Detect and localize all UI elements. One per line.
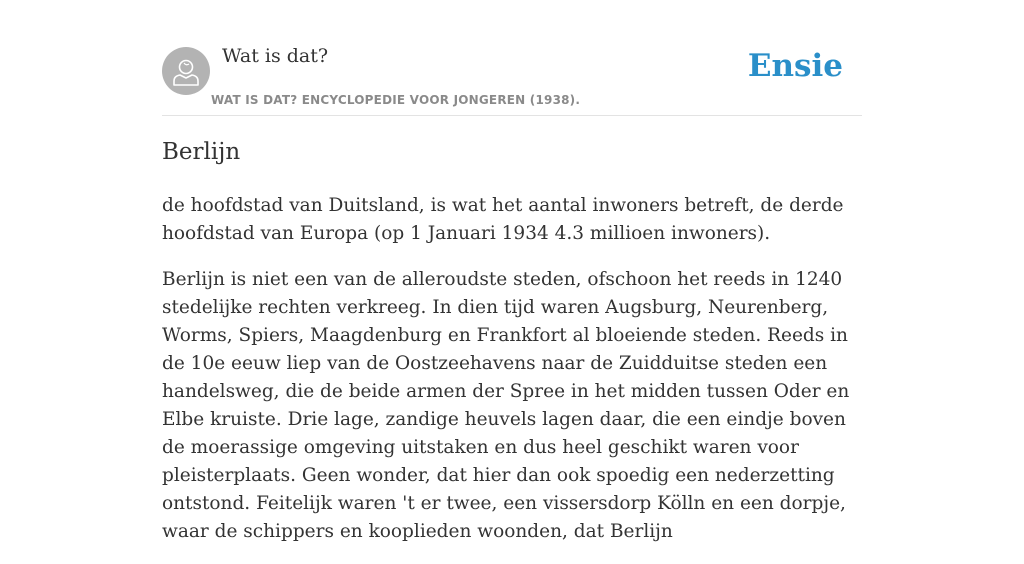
source-header bbox=[162, 0, 862, 116]
article-title: Berlijn bbox=[162, 139, 241, 165]
user-icon bbox=[162, 47, 210, 95]
article-container bbox=[162, 0, 862, 542]
article-paragraph: Berlijn is niet een van de alleroudste steden, ofschoon het reeds in 1240 stedelijke rechten verkreeg. In dien tijd waren Augsburg, Neurenberg, Worms, Spiers, Maagdenburg en Frankfort al bloeiende steden. Reeds in de 10e eeuw liep van de Oostzeehavens naar de Zuidduitse steden een handelsweg, die de beide armen der Spree in het midden tussen Oder en Elbe kruiste. Drie lage, zandige heuvels lagen daar, die een eindje boven de moerassige omgeving uitstaken en dus heel geschikt waren voor pleisterplaats. Geen wonder, dat hier dan ook spoedig een nederzetting ontstond. Feitelijk waren 't er twee, een vissersdorp Kölln en een dorpje, waar de schippers en kooplieden woonden, dat Berlijn bbox=[162, 269, 850, 542]
brand-logo[interactable]: Ensie bbox=[747, 48, 843, 84]
article-paragraph: de hoofdstad van Duitsland, is wat het aantal inwoners betreft, de derde hoofdstad van Europa (op 1 Januari 1934 4.3 millioen inwoners). bbox=[162, 195, 844, 244]
avatar[interactable] bbox=[162, 47, 210, 95]
source-title[interactable]: Wat is dat? bbox=[222, 45, 329, 67]
article-body bbox=[162, 192, 862, 564]
source-subtitle[interactable]: WAT IS DAT? ENCYCLOPEDIE VOOR JONGEREN (1938). bbox=[211, 93, 581, 107]
